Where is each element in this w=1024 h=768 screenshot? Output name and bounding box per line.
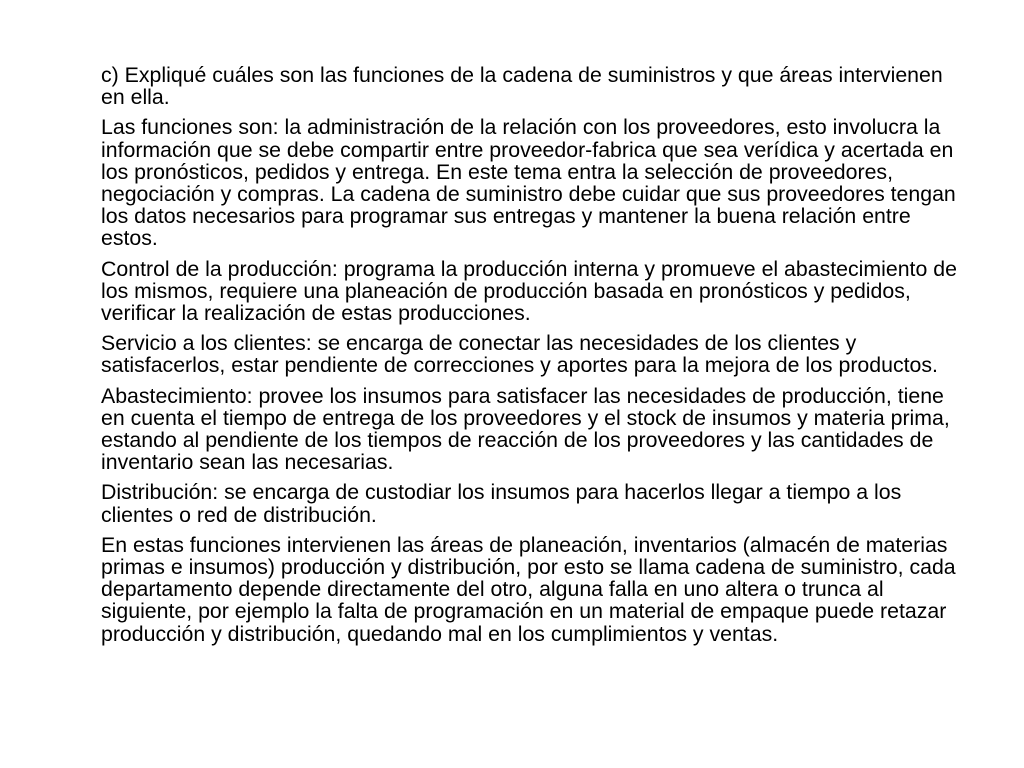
paragraph-customer-service: Servicio a los clientes: se encarga de conectar las necesidades de los clientes y satisfacerlos, estar pendiente de correcciones y aportes para la mejora de los productos. [101, 331, 938, 378]
paragraph-supplier-relations: Las funciones son: la administración de la relación con los proveedores, esto involucra la información que se debe compartir entre proveedor-fabrica que sea verídica y acertada en los pronósticos, pedidos y entrega. En este tema entra la selección de proveedores, negociación y compras. La cadena de suministro debe cuidar que sus proveedores tengan los datos necesarios para programar sus entregas y mantener la buena relación entre estos. [101, 115, 956, 251]
paragraph-areas-conclusion: En estas funciones intervienen las áreas de planeación, inventarios (almacén de materias primas e insumos) producción y distribución, por esto se llama cadena de suministro, cada departamento depende directamente del otro, alguna falla en uno altera o trunca al siguiente, por ejemplo la falta de programación en un material de empaque puede retazar producción y distribución, quedando mal en los cumplimientos y ventas. [101, 532, 956, 646]
paragraph-production-control: Control de la producción: programa la producción interna y promueve el abastecimiento de los mismos, requiere una planeación de producción basada en pronósticos y pedidos, verificar la realización de estas producciones. [101, 256, 957, 326]
paragraph-distribution: Distribución: se encarga de custodiar los insumos para hacerlos llegar a tiempo a los clientes o red de distribución. [101, 480, 902, 527]
slide-body [101, 64, 969, 653]
question-heading: c) Expliqué cuáles son las funciones de la cadena de suministros y que áreas intervienen en ella. [101, 63, 943, 110]
paragraph-procurement: Abastecimiento: provee los insumos para satisfacer las necesidades de producción, tiene en cuenta el tiempo de entrega de los proveedores y el stock de insumos y materia prima, estando al pendiente de los tiempos de reacción de los proveedores y las cantidades de inventario sean las necesarias. [101, 383, 950, 475]
